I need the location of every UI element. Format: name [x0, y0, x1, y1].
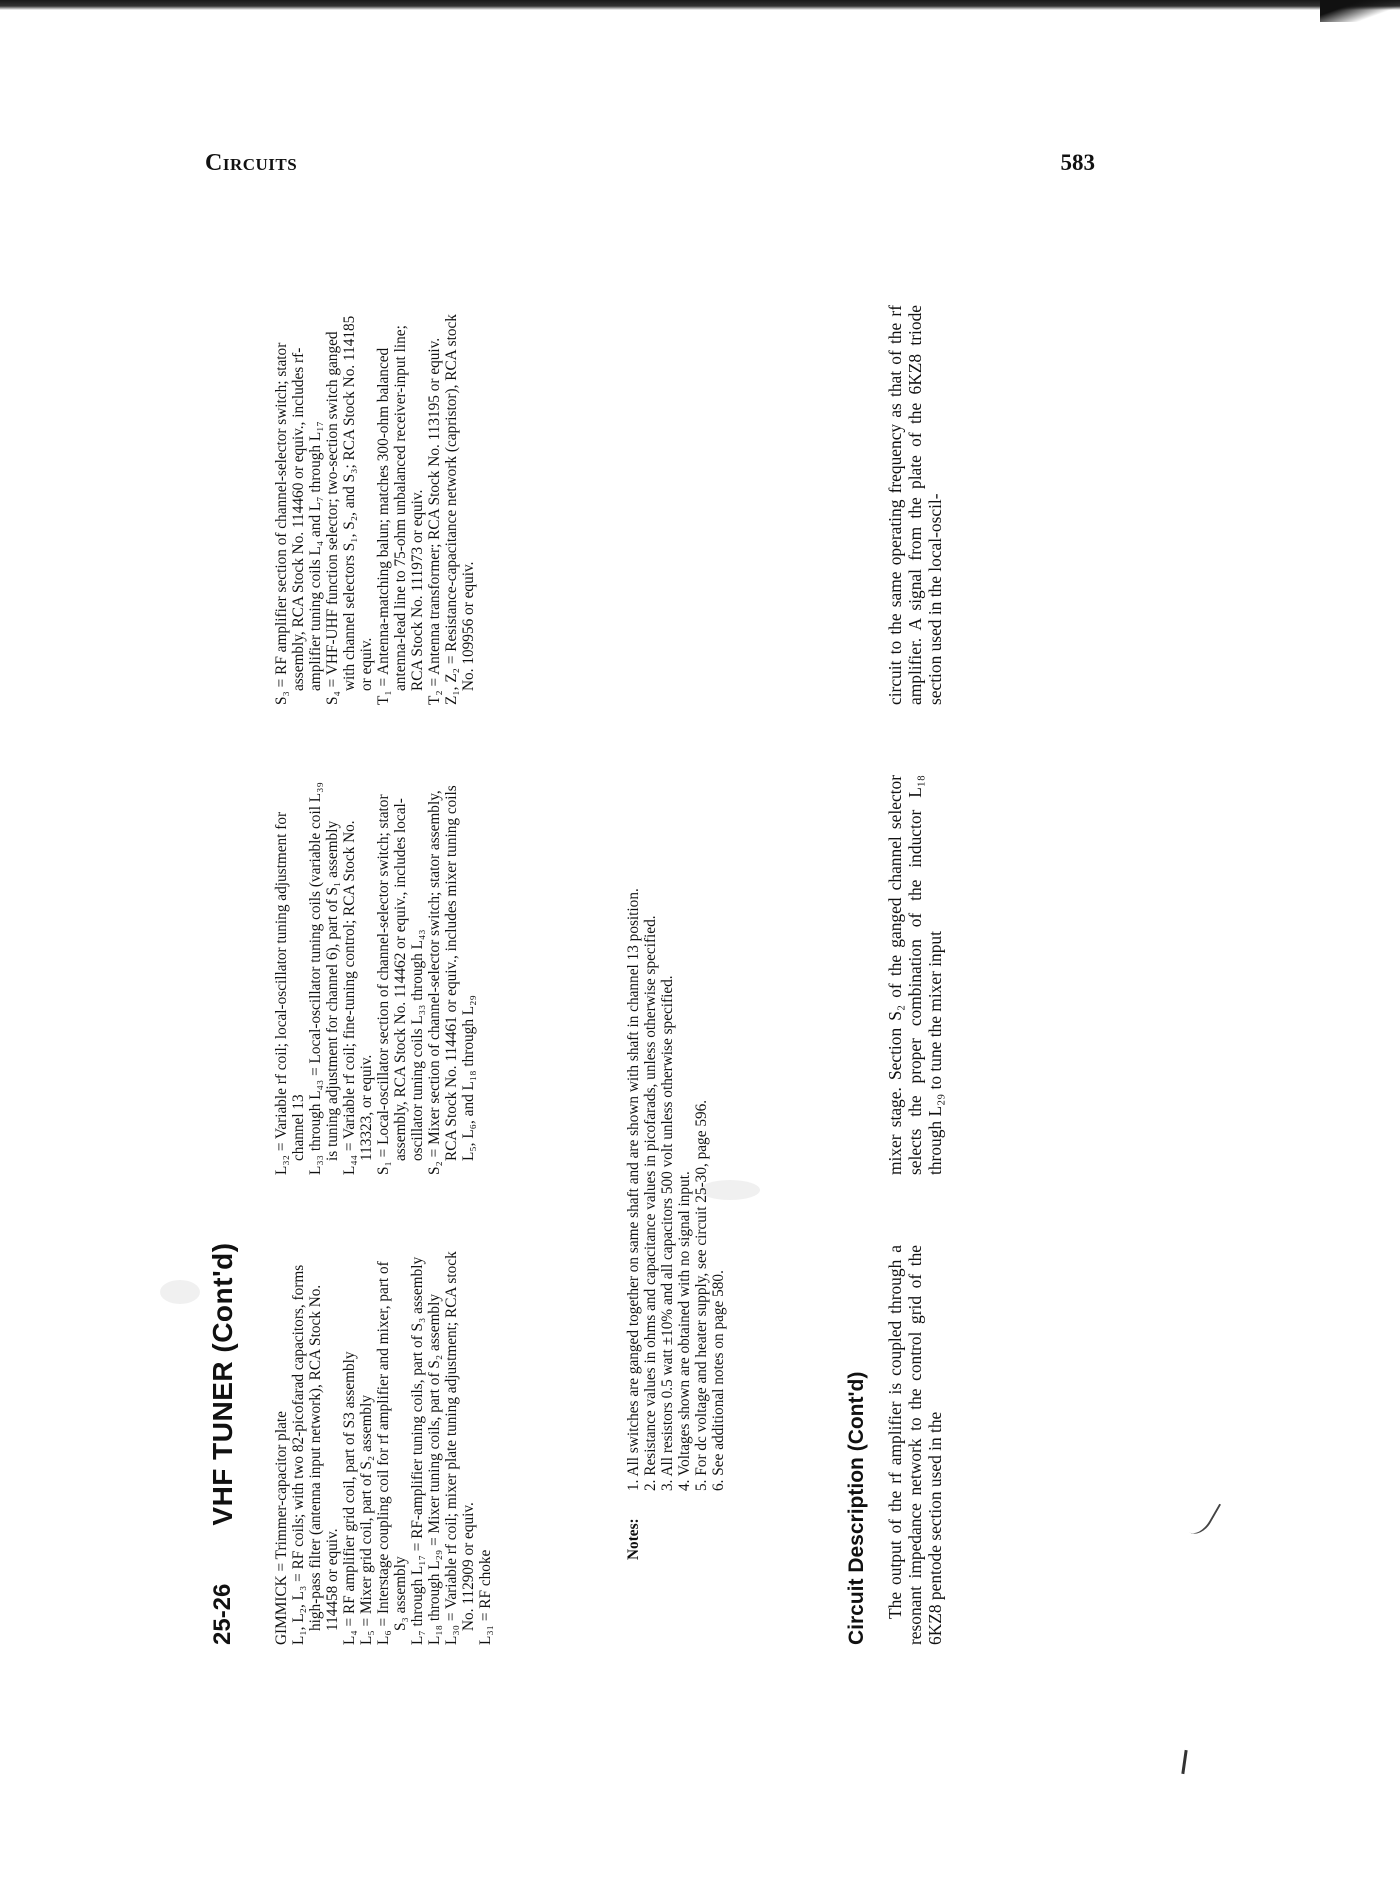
part-entry: L₅ = Mixer grid coil, part of S₂ assembly: [358, 1395, 375, 1645]
part-entry: L₃₁ = RF choke: [477, 1549, 494, 1645]
part-entry: T₁ = Antenna-matching balun; matches 300-ohm balanced antenna-lead line to 75-ohm unbalanced receiver-input line; RCA Stock No. 111973 or equiv.: [375, 325, 426, 705]
part-entry: L₃₂ = Variable rf coil; local-oscillator tuning adjustment for channel 13: [273, 811, 307, 1175]
part-entry: S₁ = Local-oscillator section of channel-selector switch; stator assembly, RCA Stock No. 114462 or equiv., includes local-oscillator tuning coils L₃₃ through L₄₃: [375, 794, 426, 1175]
part-entry: L₄ = RF amplifier grid coil, part of S3 assembly: [341, 1351, 358, 1645]
scan-top-edge: [0, 0, 1400, 10]
description-column-3: circuit to the same operating frequency as that of the rf amplifier. A signal from the plate of the 6KZ8 triode section used in the local-oscil-: [885, 305, 945, 705]
part-entry: L₁, L₂, L₃ = RF coils; with two 82-picofarad capacitors, forms high-pass filter (antenna input network), RCA Stock No. 114458 or equiv.: [290, 1264, 341, 1645]
part-entry: Z₁, Z₂ = Resistance-capacitance network (capristor), RCA stock No. 109956 or equiv.: [443, 314, 477, 705]
scan-smudge: [160, 1280, 200, 1304]
section-header: [195, 1242, 251, 1645]
part-entry: L₄₄ = Variable rf coil; fine-tuning control; RCA Stock No. 113323, or equiv.: [341, 820, 375, 1175]
section-title: VHF TUNER (Cont'd): [207, 1242, 238, 1526]
part-entry: L₃₀ = Variable rf coil; mixer plate tuning adjustment; RCA stock No. 112909 or equiv.: [443, 1251, 477, 1645]
notes-block: [625, 400, 727, 1560]
note-item: 5. For dc voltage and heater supply, see circuit 25-30, page 596.: [693, 1099, 710, 1491]
note-item: 2. Resistance values in ohms and capacitance values in picofarads, unless otherwise specified.: [642, 915, 659, 1491]
note-item: 1. All switches are ganged together on same shaft and are shown with shaft in channel 13 position.: [625, 888, 642, 1491]
part-entry: L₃₃ through L₄₃ = Local-oscillator tuning coils (variable coil L₃₉ is tuning adjustment for channel 6), part of S₁ assembly: [307, 782, 341, 1175]
part-entry: S₄ = VHF-UHF function selector; two-section switch ganged with channel selectors S₁, S₂, and S₃; RCA Stock No. 114185 or equiv.: [324, 315, 375, 705]
section-number: 25-26: [209, 1583, 236, 1645]
scan-smudge: [700, 1180, 760, 1200]
running-head: [205, 150, 1095, 177]
note-item: 3. All resistors 0.5 watt ±10% and all capacitors 500 volt unless otherwise specified.: [659, 975, 676, 1491]
rotated-content: [195, 245, 1095, 1645]
parts-column-3: [273, 305, 477, 705]
circuit-description-heading: Circuit Description (Cont'd): [845, 1371, 868, 1645]
notes-label: Notes:: [625, 1518, 642, 1560]
pen-mark: [1181, 1750, 1187, 1774]
part-entry: GIMMICK = Trimmer-capacitor plate: [273, 1411, 290, 1645]
notes-list: [625, 400, 727, 1560]
description-column-1: The output of the rf amplifier is coupled through a resonant impedance network to the control grid of the 6KZ8 pentode section used in the: [885, 1245, 945, 1645]
part-entry: S₃ = RF amplifier section of channel-selector switch; stator assembly, RCA Stock No. 114460 or equiv., includes rf-amplifier tuning coils L₄ and L₇ through L₁₇: [273, 342, 324, 705]
part-entry: S₂ = Mixer section of channel-selector switch; stator assembly, RCA Stock No. 114461 or equiv., includes mixer tuning coils L₅, L₆, and L₁₈ through L₂₉: [426, 785, 477, 1175]
note-item: 4. Voltages shown are obtained with no signal input.: [676, 1171, 693, 1491]
pen-mark: [1177, 1491, 1221, 1540]
parts-list: [273, 305, 653, 1645]
note-item: 6. See additional notes on page 580.: [710, 1270, 727, 1491]
part-entry: T₂ = Antenna transformer; RCA Stock No. 113195 or equiv.: [426, 337, 443, 705]
scan-corner-shadow: [1320, 0, 1400, 22]
description-column-2: mixer stage. Section S₂ of the ganged channel selector selects the proper combination of the inductor L₁₈ through L₂₉ to tune the mixer input: [885, 775, 945, 1175]
part-entry: L₇ through L₁₇ = RF-amplifier tuning coils, part of S₃ assembly: [409, 1256, 426, 1645]
running-title: Circuits: [205, 150, 298, 176]
page-number: 583: [1060, 150, 1095, 175]
part-entry: L₁₈ through L₂₉ = Mixer tuning coils, part of S₂ assembly: [426, 1294, 443, 1645]
parts-column-1: [273, 1245, 494, 1645]
parts-column-2: [273, 775, 477, 1175]
part-entry: L₆ = Interstage coupling coil for rf amplifier and mixer, part of S₃ assembly: [375, 1261, 409, 1645]
